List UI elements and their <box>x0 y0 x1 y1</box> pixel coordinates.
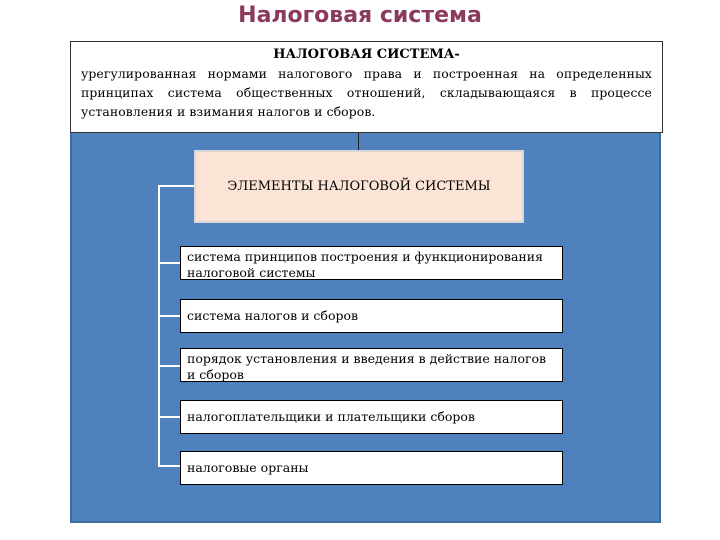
elements-header-box <box>194 150 524 223</box>
connector-branch-5 <box>158 465 180 467</box>
connector-branch-1 <box>158 262 180 264</box>
definition-heading: НАЛОГОВАЯ СИСТЕМА- <box>273 47 460 62</box>
element-item-procedure: порядок установления и введения в действие налогов и сборов <box>180 348 563 382</box>
connector-branch-4 <box>158 416 180 418</box>
connector-definition-to-elements <box>358 133 359 150</box>
element-item-tax-authorities: налоговые органы <box>180 451 563 485</box>
connector-trunk <box>158 185 160 467</box>
definition-box <box>70 41 663 133</box>
element-item-taxes: система налогов и сборов <box>180 299 563 333</box>
element-item-principles: система принципов построения и функционирования налоговой системы <box>180 246 563 280</box>
definition-text: урегулированная нормами налогового права и построенная на определенных принципах система общественных отношений, складывающаяся в процессе установления и взимания налогов и сборов. <box>81 66 652 119</box>
slide-title: Налоговая система <box>238 3 482 28</box>
connector-branch-2 <box>158 315 180 317</box>
connector-branch-3 <box>158 365 180 367</box>
element-item-taxpayers: налогоплательщики и плательщики сборов <box>180 400 563 434</box>
connector-elements-to-trunk <box>158 185 195 187</box>
elements-header-label: ЭЛЕМЕНТЫ НАЛОГОВОЙ СИСТЕМЫ <box>227 179 491 194</box>
